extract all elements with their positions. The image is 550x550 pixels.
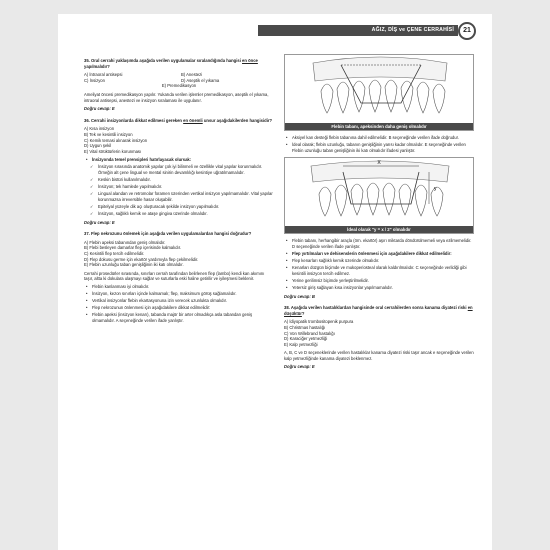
q36-principle: ✓ Epitelyal yüzeyle dik açı oluşturacak şekilde insizyon yapılmalıdır. [84,204,274,210]
q36-answer: Doğru cevap: E [84,219,115,225]
q37-point: • İnsizyon, kezon sınırları içinde kalmamalı; flep, maksimum görüş sağlamalıdır. [84,291,274,297]
right-point: • İdeal olarak; flebin uzunluğu, tabanın genişliğinin yarısı kadar olmalıdır. E seçeneğinde verilen Flebin uzunluğu taban genişliğinin iki katı olmalıdır ifadesi yanlıştır. [284,142,474,153]
q35-option-c: C) İnsizyon [84,77,105,83]
q37-explanation: Cerrahi prosedürler sırasında, sınırları cerrah tarafından belirlenen flep (lambo) kendi kan akımını taşır, altta ki dokulara ulaşmayı sağlar ve suturlarla eski haline getirilir ve iyileşmesi beklenir. [84,270,265,282]
q36-principle: ✓ İnsizyon sırasında anatomik yapılar çok iyi bilinmeli ve özellikle vital yapılar korunmalıdır. Örneğin alt çene lingual ve mental sinirin devamlılığı kesintiye uğratılmamalıdır. [84,164,274,175]
flap-figure-2-caption: İdeal olarak "y = x / 2" olmalıdır [285,226,473,233]
right-point: • Yetersiz giriş sağlayan kısa insizyonlar yapılmamalıdır. [284,285,474,291]
q35-answer: Doğru cevap: E [84,106,115,112]
page-header [58,22,492,40]
flap-figure-1-caption: Flebin tabanı, apeksinden daha geniş olmalıdır [285,123,473,130]
right-point: • Flep yırtılmaları ve dehisenslerin önlenmesi için aşağıdakilere dikkat edilmelidir: [284,251,474,257]
q37-option-c: C) Kesintili flep tercih edilmelidir. [84,251,145,257]
question-35: 35. Oral cerrahi yaklaşımda aşağıda verilen uygulamalar sıralandığında hangisi en önce yapılmalıdır? [84,58,258,69]
q38-option-a: A) İdiyopatik trombositopenik purpura [284,319,354,325]
right-point: • Flebin tabanı, herhangibir araçla (örn. ekartör) aşırı miktarda döndürülmemeli veya ezilmemelidir. D seçeneğinde verilen ifade yanlıştır. [284,238,474,249]
q37-point: • Flep nekrozunun önlenmesi için aşağıdakilere dikkat edilmelidir: [84,305,274,311]
q37-point: • Flebin apeksi (insizyon kenarı), tabanda majör bir arter olmadıkça asla tabandan geniş olmamalıdır. A seçeneğinde verilen ifade yanlıştır. [84,312,274,323]
q38-answer: Doğru cevap: E [284,364,315,370]
left-column [84,58,274,325]
q35-option-b: B) Anestezi [181,72,203,78]
q35-option-d: D) Aseptik el yıkama [181,77,220,83]
q36-principle: ✓ İnsizyon; tek hamlede yapılmalıdır. [84,184,274,190]
x-label: X [377,160,381,167]
q35-options [84,72,274,83]
q36-option-a: A) Kısa insizyon [84,126,115,132]
flap-ratio-illustration [285,158,475,226]
question-38: 38. Aşağıda verilen hastalıklardan hangisinde oral cerrahilerden sonra kanama diyatezi riski en düşüktür? [284,305,473,316]
question-36: 36. Cerrahi insizyonlarda dikkat edilmesi gereken en önemli unsur aşağıdakilerden hangisidir? [84,117,273,123]
flap-figure-1 [284,54,474,131]
q38-option-b: B) Christmas hastalığı [284,324,326,330]
flap-figure-2 [284,157,474,234]
q38-option-c: C) Von Willebrand hastalığı [284,330,335,336]
q38-option-d: D) Karaciğer yetmezliği [284,336,328,342]
header-title: AĞIZ, DİŞ ve ÇENE CERRAHİSİ [371,27,454,33]
q36-option-d: D) Uygun şekil [84,143,112,149]
q37-option-a: A) Flebin apeksi tabanından geniş olmalıdır. [84,239,166,245]
y-label: y [434,186,437,193]
page [58,14,492,550]
q35-option-e: E) Premedikasyon [161,83,197,89]
q36-principle: ✓ Keskin bistüri kullanılmalıdır. [84,177,274,183]
q36-principle: ✓ Lingual alandan ve retromolar foramen üzerinden vertikal insizyon yapılmamalıdır. Vital yapılar korunmazsa irreversible hasar oluşabilir. [84,191,274,202]
right-point: • Flep kenarları sağlıklı kemik üzerinde olmalıdır. [284,258,474,264]
q36-principles-title: • İnsizyonda temel prensipleri hatırlayacak olursak: [84,157,274,163]
q36-option-e: E) Vital strüktürlerin korunması [84,148,142,154]
q35-option-a: A) İntraoral antisepsi [84,72,123,78]
right-point: • Yerine gerilimsiz biçimde yerleştirilmelidir. [284,278,474,284]
flap-illustration [285,55,475,123]
right-point: • Aksiyel kan desteği flebin tabanına dahil edilmelidir. B seçeneğinde verilen ifade doğrudur. [284,135,474,141]
q37-point: • Flebin kanlanması iyi olmalıdır. [84,284,274,290]
q37-answer: Doğru cevap: B [284,293,315,299]
q36-option-b: B) Tek ve kesintili insizyon [84,131,133,137]
q36-principle: ✓ İnsizyon, sağlıklı kemik ve ataşe gingiva üzerinde olmalıdır. [84,211,274,217]
page-number: 21 [458,22,476,40]
q37-option-d: D) Flep dokusu germe için ekartör yardımıyla flep çekilmelidir. [84,256,199,262]
q36-option-c: C) Kemik temasi alınarak insizyon [84,137,148,143]
question-37: 37. Flep nekrozunu önlemek için aşağıda verilen uygulamalardan hangisi doğrudur? [84,231,252,237]
q38-explanation: A, B, C ve D seçeneklerinde verilen hastalıklar kanama diyatezi riski taşır ancak e seçeneğinde verilen kalp yetmezliğinde kanama diyatezi beklenmez. [284,350,474,361]
q37-option-e: E) Flebin uzunluğu taban genişliğinin iki katı olmalıdır. [84,262,184,268]
q37-option-b: B) Flebi besleyen damarlar flep içerisinde kalmalıdır. [84,245,182,251]
q38-option-e: E) Kalp yetmezliği [284,341,318,347]
q35-explanation: Ameliyat öncesi premedikasyon yapılır. Yukarıda verilen işlemler premedikasyon, aseptik el yıkama, intraoral antisepsi, anestezi ve insizyon sıralaması ile uygulanır. [84,91,269,103]
right-point: • Kenarları düzgün biçimde ve mukoperiosteal olarak kaldırılmalıdır. C seçeneğinde verildiği gibi kesintili insizyon tercih edilmez. [284,265,474,276]
q37-point: • Vertikal insizyonlar flebin ekartasyonuna izin verecek uzunlukta olmalıdır. [84,298,274,304]
right-column [284,54,474,376]
